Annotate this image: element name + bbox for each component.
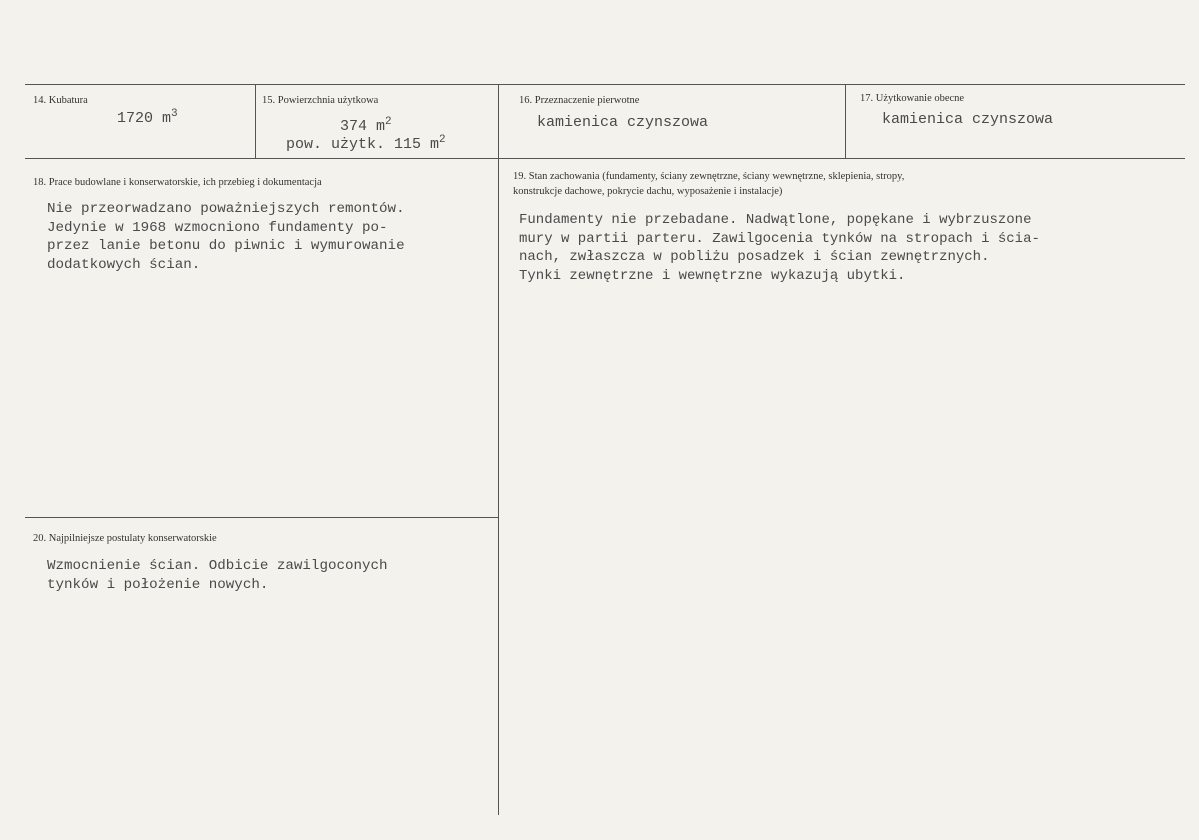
cell-divider-1: [255, 84, 256, 158]
postulaty-line: Wzmocnienie ścian. Odbicie zawilgoconych: [47, 558, 388, 574]
prace-line: dodatkowych ścian.: [47, 256, 201, 273]
powierzchnia-value: 374 $m^2$: [340, 116, 392, 135]
uzytkowanie-value: kamienica czynszowa: [882, 111, 1054, 128]
powierzchnia-exponent: 2: [385, 116, 392, 128]
stan-label-line1: 19. Stan zachowania (fundamenty, ściany zewnętrzne, ściany wewnętrzne, sklepienia, stropy,: [513, 171, 905, 182]
stan-line: Fundamenty nie przebadane. Nadwątlone, popękane i wybrzuszone: [519, 212, 1032, 228]
stan-label-line2: konstrukcje dachowe, pokrycie dachu, wyposażenie i instalacje): [513, 186, 783, 197]
cell-divider-3: [845, 84, 846, 158]
przeznaczenie-value: kamienica czynszowa: [537, 114, 709, 131]
prace-line: Nie przeorwadzano poważniejszych remontów.: [47, 201, 405, 217]
przeznaczenie-label: 16. Przeznaczenie pierwotne: [519, 95, 640, 106]
prace-line: Jedynie w 1968 wzmocniono fundamenty po-: [47, 219, 388, 236]
row-divider: [25, 158, 1185, 159]
powierzchnia-line2-exponent: 2: [439, 134, 446, 146]
stan-text: [519, 211, 1040, 285]
cell-divider-2: [498, 84, 499, 815]
postulaty-text: [47, 557, 388, 594]
stan-line: mury w partii parteru. Zawilgocenia tynków na stropach i ścia-: [519, 230, 1040, 247]
prace-line: przez lanie betonu do piwnic i wymurowanie: [47, 238, 405, 254]
prace-label: 18. Prace budowlane i konserwatorskie, ich przebieg i dokumentacja: [33, 177, 322, 188]
postulaty-label: 20. Najpilniejsze postulaty konserwatorskie: [33, 533, 217, 544]
powierzchnia-line2: pow. użytk. 115 $m^2$: [286, 134, 446, 153]
prace-text: [47, 200, 405, 274]
kubatura-unit-exponent: 3: [171, 108, 178, 120]
postulaty-line: tynków i położenie nowych.: [47, 576, 269, 593]
powierzchnia-label: 15. Powierzchnia użytkowa: [262, 95, 379, 106]
kubatura-label: 14. Kubatura: [33, 95, 88, 106]
uzytkowanie-label: 17. Użytkowanie obecne: [860, 93, 965, 104]
top-rule: [25, 84, 1185, 85]
stan-line: nach, zwłaszcza w pobliżu posadzek i ścian zewnętrznych.: [519, 249, 990, 265]
stan-line: Tynki zewnętrzne i wewnętrzne wykazują ubytki.: [519, 267, 906, 284]
left-column-divider: [25, 517, 498, 518]
kubatura-value: 1720 $m^3$: [117, 108, 178, 127]
